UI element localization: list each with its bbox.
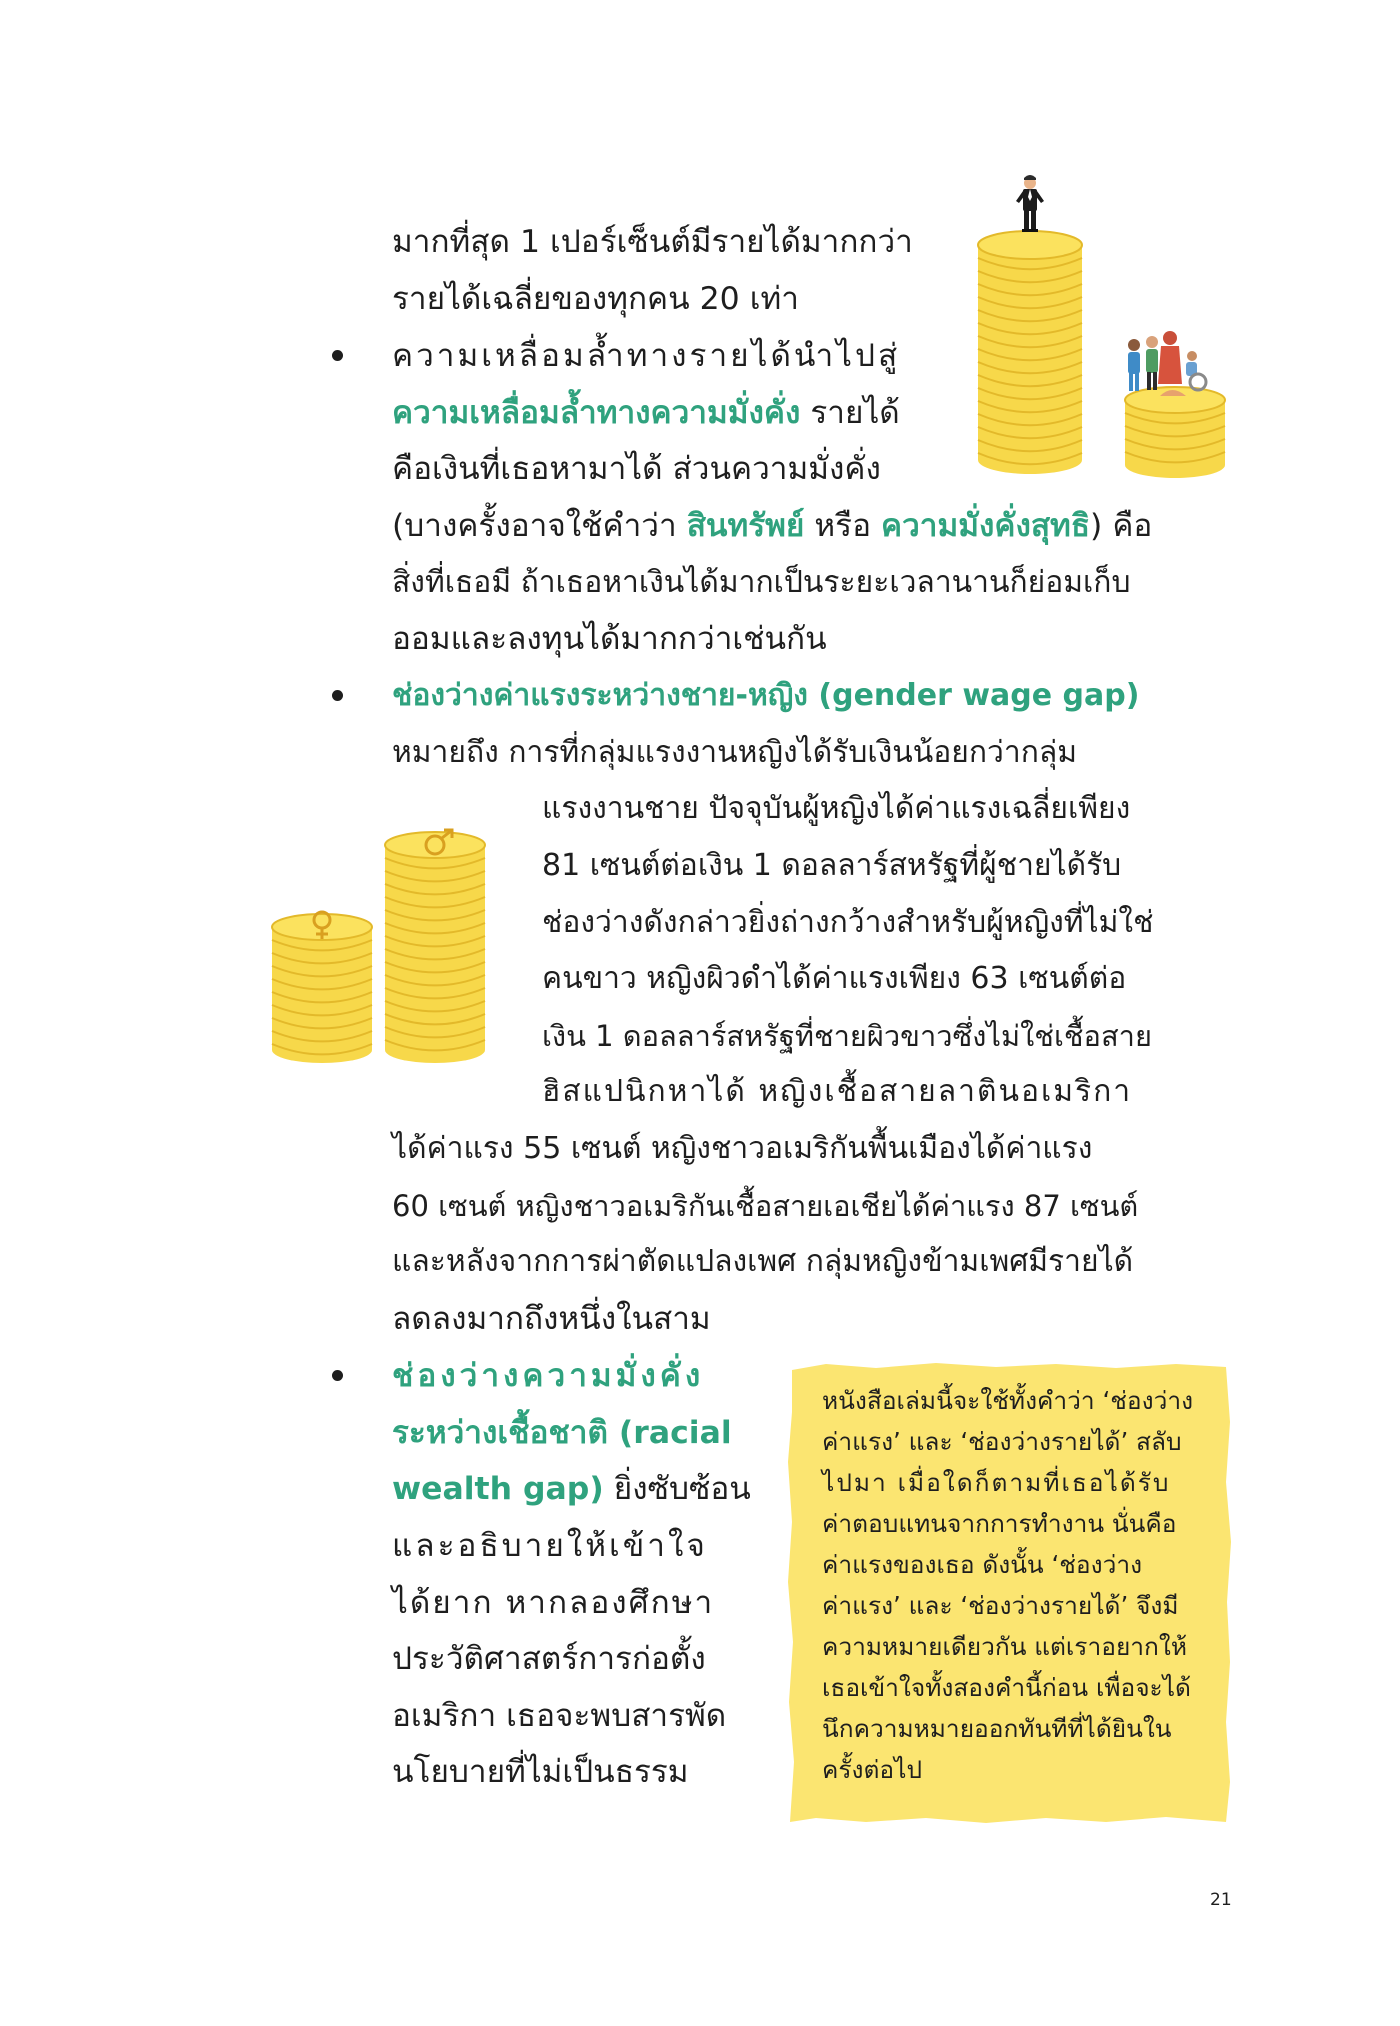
term-wealth-inequality: ความเหลื่อมล้ำทางความมั่งคั่ง [392, 395, 801, 431]
note-line-6: ค่าแรง’ และ ‘ช่องว่างรายได้’ จึงมี [822, 1591, 1179, 1620]
bullet2-line-1: ความเหลื่อมล้ำทางรายได้นำไปสู่ [392, 338, 901, 374]
side-note-box [786, 1362, 1231, 1824]
businessman-figure [1016, 175, 1044, 232]
note-line-5: ค่าแรงของเธอ ดังนั้น ‘ช่องว่าง [822, 1550, 1143, 1579]
para1-line-1: มากที่สุด 1 เปอร์เซ็นต์มีรายได้มากกว่า [392, 224, 913, 260]
term-net-worth: ความมั่งคั่งสุทธิ [881, 508, 1091, 544]
page-number: 21 [1210, 1890, 1232, 1910]
bullet4-line-5: ได้ยาก หากลองศึกษา [392, 1585, 715, 1621]
bullet4-line-4: และอธิบายให้เข้าใจ [392, 1528, 708, 1564]
gender-wage-gap-illustration [265, 815, 505, 1065]
note-line-8: เธอเข้าใจทั้งสองคำนี้ก่อน เพื่อจะได้ [822, 1673, 1191, 1702]
bullet2-line-3: คือเงินที่เธอหามาได้ ส่วนความมั่งคั่ง [392, 451, 881, 487]
note-line-10: ครั้งต่อไป [822, 1755, 923, 1784]
bullet4-line-7: อเมริกา เธอจะพบสารพัด [392, 1698, 727, 1734]
note-line-7: ความหมายเดียวกัน แต่เราอยากให้ [822, 1632, 1187, 1661]
income-inequality-illustration [960, 170, 1240, 490]
bullet3-line-5: คนขาว หญิงผิวดำได้ค่าแรงเพียง 63 เซนต์ต่อ [542, 961, 1127, 996]
note-line-4: ค่าตอบแทนจากการทำงาน นั่นคือ [822, 1509, 1177, 1538]
term-racial-wealth-gap-1: ช่องว่างความมั่งคั่ง [392, 1358, 705, 1394]
bullet3-line-9: 60 เซนต์ หญิงชาวอเมริกันเชื้อสายเอเชียได้ค่าแรง 87 เซนต์ [392, 1189, 1139, 1223]
bullet2-line-5: สิ่งที่เธอมี ถ้าเธอหาเงินได้มากเป็นระยะเวลานานก็ย่อมเก็บ [392, 565, 1131, 600]
bullet3-line-7: ฮิสแปนิกหาได้ หญิงเชื้อสายลาตินอเมริกา [542, 1074, 1133, 1109]
bullet4-line-8: นโยบายที่ไม่เป็นธรรม [392, 1754, 689, 1790]
note-line-3: ไปมา เมื่อใดก็ตามที่เธอได้รับ [822, 1468, 1171, 1497]
bullet2-line-4: (บางครั้งอาจใช้คำว่า สินทรัพย์ หรือ ความมั่งคั่งสุทธิ) คือ [392, 508, 1153, 544]
bullet3-line-1: หมายถึง การที่กลุ่มแรงงานหญิงได้รับเงินน้อยกว่ากลุ่ม [392, 735, 1078, 770]
bullet-dot [332, 690, 343, 701]
bullet2-line-6: ออมและลงทุนได้มากกว่าเช่นกัน [392, 621, 827, 657]
note-line-1: หนังสือเล่มนี้จะใช้ทั้งคำว่า ‘ช่องว่าง [822, 1386, 1194, 1415]
note-line-2: ค่าแรง’ และ ‘ช่องว่างรายได้’ สลับ [822, 1427, 1182, 1456]
tall-coin-stack [978, 231, 1082, 474]
bullet4-line-6: ประวัติศาสตร์การก่อตั้ง [392, 1641, 706, 1677]
term-gender-wage-gap: ช่องว่างค่าแรงระหว่างชาย-หญิง (gender wage gap) [392, 678, 1140, 713]
bullet-dot [332, 1370, 343, 1381]
bullet3-line-8: ได้ค่าแรง 55 เซนต์ หญิงชาวอเมริกันพื้นเมืองได้ค่าแรง [392, 1131, 1093, 1166]
term-racial-wealth-gap-3: wealth gap) [392, 1471, 604, 1507]
bullet3-line-10: และหลังจากการผ่าตัดแปลงเพศ กลุ่มหญิงข้ามเพศมีรายได้ [392, 1244, 1134, 1279]
bullet-dot [332, 350, 343, 361]
bullet3-line-11: ลดลงมากถึงหนึ่งในสาม [392, 1301, 711, 1337]
short-coin-stack [1125, 387, 1225, 478]
bullet3-line-4: ช่องว่างดังกล่าวยิ่งถ่างกว้างสำหรับผู้หญิงที่ไม่ใช่ [542, 905, 1154, 940]
bullet3-line-2: แรงงานชาย ปัจจุบันผู้หญิงได้ค่าแรงเฉลี่ยเพียง [542, 791, 1131, 826]
term-racial-wealth-gap-2: ระหว่างเชื้อชาติ (racial [392, 1415, 732, 1451]
male-coin-stack [385, 832, 485, 1063]
para1-line-2: รายได้เฉลี่ยของทุกคน 20 เท่า [392, 281, 799, 317]
bullet3-line-6: เงิน 1 ดอลลาร์สหรัฐที่ชายผิวขาวซึ่งไม่ใช่เชื้อสาย [542, 1019, 1152, 1053]
term-assets: สินทรัพย์ [686, 508, 805, 544]
note-line-9: นึกความหมายออกทันทีที่ได้ยินใน [822, 1714, 1172, 1743]
bullet2-line-2: ความเหลื่อมล้ำทางความมั่งคั่ง รายได้ [392, 395, 900, 431]
bullet3-line-3: 81 เซนต์ต่อเงิน 1 ดอลลาร์สหรัฐที่ผู้ชายได้รับ [542, 848, 1122, 883]
bullet4-line-3: wealth gap) ยิ่งซับซ้อน [392, 1471, 751, 1507]
